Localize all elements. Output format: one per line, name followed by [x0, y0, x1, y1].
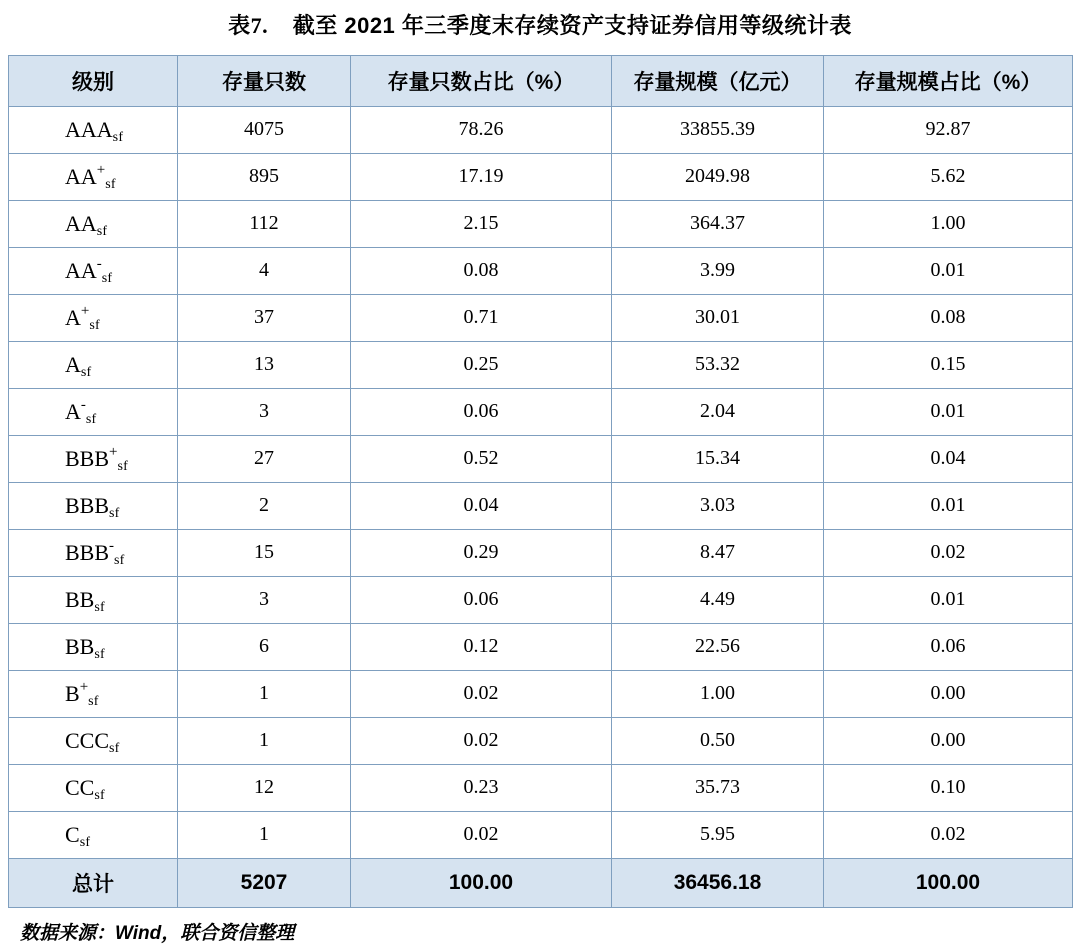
- cell-count: 4: [178, 247, 351, 294]
- grade-subscript: sf: [85, 411, 97, 427]
- cell-grade: [9, 764, 178, 811]
- cell-scale: 1.00: [612, 670, 824, 717]
- cell-count-pct: 0.06: [351, 576, 612, 623]
- grade-subscript: sf: [80, 364, 92, 380]
- cell-count-pct: 0.29: [351, 529, 612, 576]
- grade-base: AA: [65, 257, 97, 283]
- grade-base: A: [65, 398, 81, 424]
- grade-subscript: sf: [117, 458, 129, 474]
- grade-subscript: sf: [109, 505, 120, 521]
- grade-subscript: sf: [89, 317, 100, 333]
- cell-scale-pct: 0.08: [824, 294, 1073, 341]
- cell-grade: [9, 247, 178, 294]
- source-prefix: 数据来源：: [20, 922, 116, 944]
- cell-count-pct: 78.26: [351, 106, 612, 153]
- table-header: [9, 55, 1073, 106]
- cell-total-label: 总计: [9, 858, 178, 907]
- cell-scale-pct: 0.01: [824, 482, 1073, 529]
- cell-count: 3: [178, 388, 351, 435]
- cell-scale: 4.49: [612, 576, 824, 623]
- cell-count: 4075: [178, 106, 351, 153]
- grade-base: B: [65, 680, 80, 706]
- table-row: [9, 670, 1073, 717]
- cell-grade: [9, 435, 178, 482]
- cell-grade: [9, 200, 178, 247]
- cell-scale-pct: 0.00: [824, 670, 1073, 717]
- cell-count-pct: 0.06: [351, 388, 612, 435]
- cell-total-count: 5207: [178, 858, 351, 907]
- table-row: [9, 435, 1073, 482]
- cell-count-pct: 17.19: [351, 153, 612, 200]
- cell-scale: 30.01: [612, 294, 824, 341]
- cell-count-pct: 0.52: [351, 435, 612, 482]
- cell-grade: [9, 388, 178, 435]
- grade-subscript: sf: [79, 834, 91, 850]
- grade-base: BBB: [65, 492, 110, 518]
- table-row: [9, 341, 1073, 388]
- cell-scale: 5.95: [612, 811, 824, 858]
- column-header-scale-pct: 存量规模占比（%）: [824, 55, 1073, 106]
- table-row: [9, 388, 1073, 435]
- cell-count: 2: [178, 482, 351, 529]
- cell-scale: 2049.98: [612, 153, 824, 200]
- cell-grade: [9, 670, 178, 717]
- cell-scale: 22.56: [612, 623, 824, 670]
- cell-count-pct: 0.04: [351, 482, 612, 529]
- table-row: [9, 764, 1073, 811]
- cell-count: 27: [178, 435, 351, 482]
- grade-base: A: [65, 351, 81, 377]
- page-title: [8, 0, 1072, 55]
- cell-count: 112: [178, 200, 351, 247]
- cell-scale: 0.50: [612, 717, 824, 764]
- cell-scale: 3.03: [612, 482, 824, 529]
- cell-count-pct: 0.23: [351, 764, 612, 811]
- table-title-text: 截至 2021 年三季度末存续资产支持证券信用等级统计表: [292, 13, 852, 38]
- grade-modifier: +: [109, 444, 118, 461]
- cell-count-pct: 0.02: [351, 670, 612, 717]
- cell-count: 895: [178, 153, 351, 200]
- grade-subscript: sf: [109, 740, 120, 756]
- cell-grade: [9, 717, 178, 764]
- grade-subscript: sf: [94, 599, 105, 615]
- grade-subscript: sf: [94, 646, 105, 662]
- grade-base: BBB: [65, 445, 110, 471]
- cell-grade: [9, 529, 178, 576]
- source-note: [20, 918, 1072, 945]
- table-row: [9, 623, 1073, 670]
- cell-count: 1: [178, 717, 351, 764]
- table-number: 表7.: [228, 13, 269, 38]
- cell-count: 1: [178, 811, 351, 858]
- cell-scale-pct: 0.02: [824, 529, 1073, 576]
- cell-scale: 53.32: [612, 341, 824, 388]
- cell-scale-pct: 0.02: [824, 811, 1073, 858]
- grade-subscript: sf: [88, 693, 99, 709]
- cell-scale-pct: 0.04: [824, 435, 1073, 482]
- cell-count-pct: 2.15: [351, 200, 612, 247]
- grade-subscript: sf: [101, 270, 113, 286]
- grade-base: AA: [65, 163, 97, 189]
- cell-scale-pct: 92.87: [824, 106, 1073, 153]
- cell-scale-pct: 0.06: [824, 623, 1073, 670]
- grade-modifier: -: [96, 256, 102, 273]
- grade-base: CC: [65, 774, 95, 800]
- grade-modifier: -: [109, 538, 115, 555]
- table-header-row: [9, 55, 1073, 106]
- cell-grade: [9, 623, 178, 670]
- table-row: [9, 811, 1073, 858]
- cell-count: 3: [178, 576, 351, 623]
- cell-count-pct: 0.02: [351, 717, 612, 764]
- grade-base: CCC: [65, 727, 110, 753]
- grade-subscript: sf: [114, 552, 125, 568]
- grade-base: A: [65, 304, 81, 330]
- source-text: Wind，联合资信整理: [115, 922, 295, 944]
- column-header-scale: 存量规模（亿元）: [612, 55, 824, 106]
- grade-base: BBB: [65, 539, 110, 565]
- grade-modifier: +: [79, 679, 89, 696]
- cell-count: 15: [178, 529, 351, 576]
- cell-total-count-pct: 100.00: [351, 858, 612, 907]
- cell-grade: [9, 106, 178, 153]
- column-header-count-pct: 存量只数占比（%）: [351, 55, 612, 106]
- cell-scale: 364.37: [612, 200, 824, 247]
- cell-count-pct: 0.02: [351, 811, 612, 858]
- table-row: [9, 576, 1073, 623]
- cell-count-pct: 0.08: [351, 247, 612, 294]
- cell-grade: [9, 576, 178, 623]
- table-row: [9, 294, 1073, 341]
- cell-count: 6: [178, 623, 351, 670]
- table-row: [9, 482, 1073, 529]
- cell-count: 13: [178, 341, 351, 388]
- table-row: [9, 717, 1073, 764]
- grade-subscript: sf: [96, 223, 108, 239]
- cell-grade: [9, 294, 178, 341]
- grade-subscript: sf: [112, 129, 124, 145]
- grade-modifier: -: [80, 397, 86, 414]
- grade-modifier: +: [96, 162, 106, 179]
- credit-rating-table: [8, 55, 1073, 908]
- cell-grade: [9, 153, 178, 200]
- cell-total-scale-pct: 100.00: [824, 858, 1073, 907]
- table-body: [9, 106, 1073, 907]
- grade-subscript: sf: [105, 176, 116, 192]
- table-row: [9, 247, 1073, 294]
- cell-count-pct: 0.25: [351, 341, 612, 388]
- cell-total-scale: 36456.18: [612, 858, 824, 907]
- cell-count-pct: 0.12: [351, 623, 612, 670]
- column-header-grade: 级别: [9, 55, 178, 106]
- table-row: [9, 529, 1073, 576]
- grade-subscript: sf: [94, 787, 105, 803]
- cell-count: 1: [178, 670, 351, 717]
- grade-base: BB: [65, 586, 95, 612]
- cell-count: 12: [178, 764, 351, 811]
- cell-scale: 15.34: [612, 435, 824, 482]
- table-total-row: [9, 858, 1073, 907]
- cell-scale-pct: 0.01: [824, 576, 1073, 623]
- cell-grade: [9, 341, 178, 388]
- grade-modifier: +: [80, 303, 90, 320]
- cell-grade: [9, 811, 178, 858]
- cell-grade: [9, 482, 178, 529]
- table-row: [9, 106, 1073, 153]
- column-header-count: 存量只数: [178, 55, 351, 106]
- grade-base: BB: [65, 633, 95, 659]
- cell-scale-pct: 5.62: [824, 153, 1073, 200]
- table-row: [9, 153, 1073, 200]
- cell-scale-pct: 0.10: [824, 764, 1073, 811]
- cell-scale-pct: 0.01: [824, 247, 1073, 294]
- cell-count: 37: [178, 294, 351, 341]
- table-row: [9, 200, 1073, 247]
- cell-scale: 3.99: [612, 247, 824, 294]
- cell-count-pct: 0.71: [351, 294, 612, 341]
- cell-scale-pct: 1.00: [824, 200, 1073, 247]
- cell-scale-pct: 0.00: [824, 717, 1073, 764]
- grade-base: AAA: [65, 116, 113, 142]
- cell-scale: 2.04: [612, 388, 824, 435]
- grade-base: AA: [65, 210, 97, 236]
- grade-base: C: [65, 821, 80, 847]
- cell-scale-pct: 0.01: [824, 388, 1073, 435]
- cell-scale: 33855.39: [612, 106, 824, 153]
- cell-scale: 8.47: [612, 529, 824, 576]
- cell-scale-pct: 0.15: [824, 341, 1073, 388]
- cell-scale: 35.73: [612, 764, 824, 811]
